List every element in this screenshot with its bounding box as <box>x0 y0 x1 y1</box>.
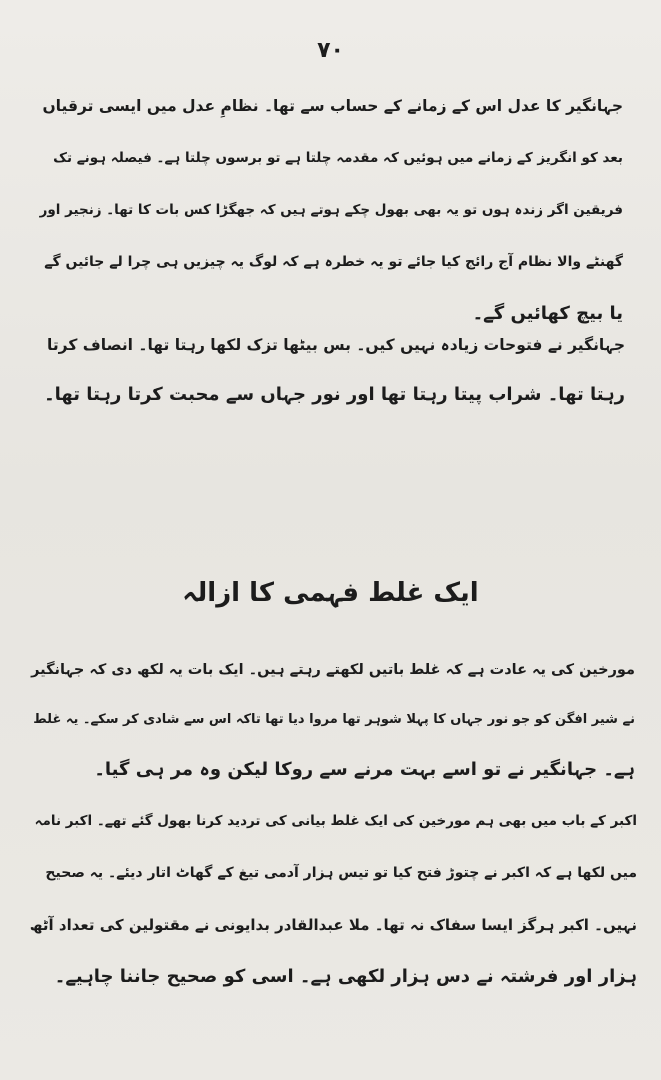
text-line: فریقین اگر زندہ ہوں تو یہ بھی بھول چکے ہوتے ہیں کہ جھگڑا کس بات کا تھا۔ زنجیر اور <box>39 202 623 218</box>
text-line: نہیں۔ اکبر ہرگز ایسا سفاک نہ تھا۔ ملا عبدالقادر بدایونی نے مقتولین کی تعداد آٹھ <box>29 916 637 934</box>
text-line: رہتا تھا۔ شراب پیتا رہتا تھا اور نور جہاں سے محبت کرتا رہتا تھا۔ <box>44 384 625 405</box>
text-line: بعد کو انگریز کے زمانے میں ہوئیں کہ مقدمہ چلتا ہے تو برسوں چلتا ہے۔ فیصلہ ہونے تک <box>53 150 623 166</box>
paragraph-akbar <box>25 795 637 1003</box>
text-line: یا بیچ کھائیں گے۔ <box>472 303 623 324</box>
paragraph-misconception <box>25 645 635 795</box>
text-line: اکبر کے باب میں بھی ہم مورخین کی ایک غلط بیانی کی تردید کرنا بھول گئے تھے۔ اکبر نامہ <box>34 813 637 829</box>
text-line: میں لکھا ہے کہ اکبر نے چتوڑ فتح کیا تو تیس ہزار آدمی تیغ کے گھاٹ اتار دیئے۔ یہ صحیح <box>45 865 637 881</box>
paragraph-justice <box>33 80 623 340</box>
page-number: ۷۰ <box>317 38 344 63</box>
text-line: ہے۔ جہانگیر نے تو اسے بہت مرنے سے روکا لیکن وہ مر ہی گیا۔ <box>94 759 635 780</box>
text-line: جہانگیر نے فتوحات زیادہ نہیں کیں۔ بس بیٹھا تزک لکھا رہتا تھا۔ انصاف کرتا <box>47 336 625 354</box>
text-line: ہزار اور فرشتہ نے دس ہزار لکھی ہے۔ اسی کو صحیح جاننا چاہیے۔ <box>54 966 637 987</box>
section-heading: ایک غلط فہمی کا ازالہ <box>182 578 479 608</box>
paragraph-conquests <box>35 320 625 420</box>
text-line: مورخین کی یہ عادت ہے کہ غلط باتیں لکھتے رہتے ہیں۔ ایک بات یہ لکھ دی کہ جہانگیر <box>31 662 635 678</box>
text-line: جہانگیر کا عدل اس کے زمانے کے حساب سے تھا۔ نظامِ عدل میں ایسی ترقیاں <box>42 97 623 115</box>
text-line: گھنٹے والا نظام آج رائج کیا جائے تو یہ خطرہ ہے کہ لوگ یہ چیزیں ہی چرا لے جائیں گے <box>44 254 623 270</box>
text-line: نے شیر افگن کو جو نور جہاں کا پہلا شوہر تھا مروا دیا تھا تاکہ اس سے شادی کر سکے۔ یہ غلط <box>33 712 635 727</box>
